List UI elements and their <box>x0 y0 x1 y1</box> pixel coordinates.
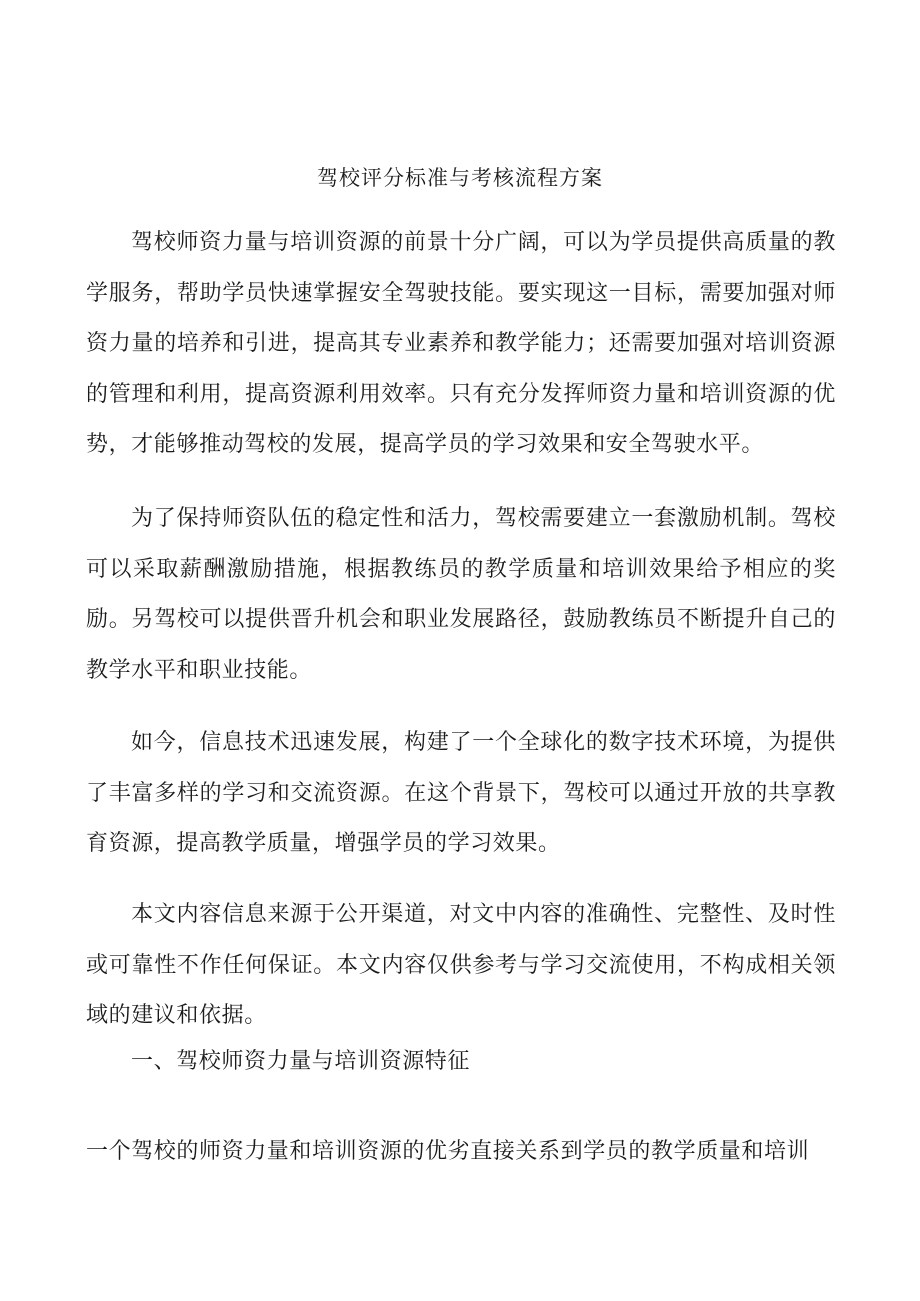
section-first-line: 一个驾校的师资力量和培训资源的优劣直接关系到学员的教学质量和培训 <box>86 1139 810 1164</box>
paragraph-disclaimer: 本文内容信息来源于公开渠道，对文中内容的准确性、完整性、及时性或可靠性不作任何保证。本文内容仅供参考与学习交流使用，不构成相关领域的建议和依据。 <box>86 902 836 1028</box>
paragraph-incentive: 为了保持师资队伍的稳定性和活力，驾校需要建立一套激励机制。驾校可以采取薪酬激励措施，根据教练员的教学质量和培训效果给予相应的奖励。另驾校可以提供晋升机会和职业发展路径，鼓励教练员不断提升自己的教学水平和职业技能。 <box>86 506 836 683</box>
section-heading: 一、驾校师资力量与培训资源特征 <box>131 1049 471 1074</box>
paragraph-technology: 如今，信息技术迅速发展，构建了一个全球化的数字技术环境，为提供了丰富多样的学习和交流资源。在这个背景下，驾校可以通过开放的共享教育资源，提高教学质量，增强学员的学习效果。 <box>86 730 836 856</box>
document-title: 驾校评分标准与考核流程方案 <box>317 166 603 190</box>
paragraph-intro: 驾校师资力量与培训资源的前景十分广阔，可以为学员提供高质量的教学服务，帮助学员快速掌握安全驾驶技能。要实现这一目标，需要加强对师资力量的培养和引进，提高其专业素养和教学能力；还需要加强对培训资源的管理和利用，提高资源利用效率。只有充分发挥师资力量和培训资源的优势，才能够推动驾校的发展，提高学员的学习效果和安全驾驶水平。 <box>86 230 836 457</box>
